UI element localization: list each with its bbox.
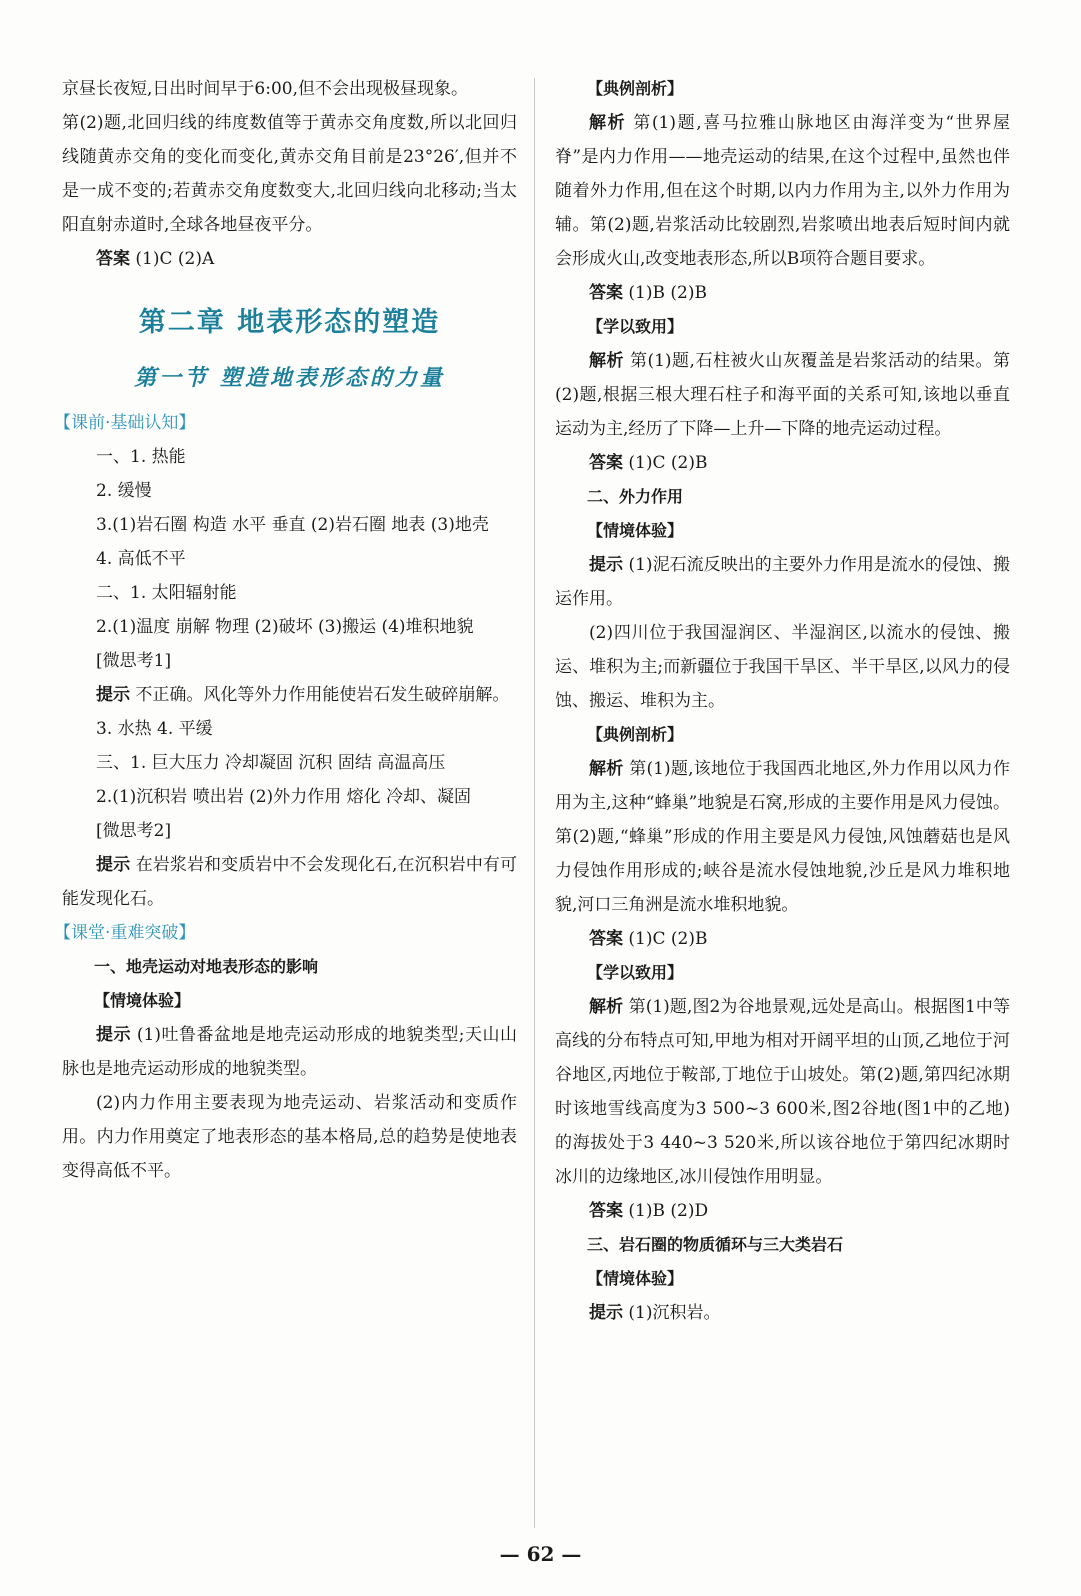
answer-text: (1)C (2)B [628, 453, 708, 473]
analysis-text: 第(1)题,图2为谷地景观,远处是高山。根据图1中等高线的分布特点可知,甲地为相对开阔平坦的山顶,乙地位于河谷地区,丙地位于鞍部,丁地位于山坡处。第(2)题,第四纪冰期时该地雪线高度为3 500~3 600米,图2谷地(图1中的乙地)的海拔处于3 440~3 520米,所以该谷地位于第四纪冰期时冰川的边缘地区,冰川侵蚀作用明显。 [555, 997, 1010, 1187]
analysis-line [555, 344, 1010, 446]
paragraph: (2)内力作用主要表现为地壳运动、岩浆活动和变质作用。内力作用奠定了地表形态的基本格局,总的趋势是使地表变得高低不平。 [62, 1093, 517, 1181]
answer-item: 2.(1)沉积岩 喷出岩 (2)外力作用 熔化 冷却、凝固 [96, 787, 471, 807]
section-tag: 【课前·基础认知】 [54, 413, 196, 433]
hint-line [555, 1296, 1010, 1330]
section-tag: 【课堂·重难突破】 [54, 923, 196, 943]
subsection-heading: 一、地壳运动对地表形态的影响 [94, 957, 319, 976]
bracket-heading: 【典例剖析】 [587, 79, 684, 98]
bracket-heading: 【情境体验】 [94, 991, 191, 1010]
hint-text: (1)吐鲁番盆地是地壳运动形成的地貌类型;天山山脉也是地壳运动形成的地貌类型。 [62, 1025, 518, 1079]
answer-label: 答案 [589, 929, 623, 949]
hint-line [62, 678, 517, 712]
hint-line [62, 1018, 517, 1086]
analysis-text: 第(1)题,喜马拉雅山脉地区由海洋变为“世界屋脊”是内力作用——地壳运动的结果,在这个过程中,虽然也伴随着外力作用,但在这个时期,以内力作用为主,以外力作用为辅。第(2)题,岩浆活动比较剧烈,岩浆喷出地表后短时间内就会形成火山,改变地表形态,所以B项符合题目要求。 [555, 113, 1010, 269]
bracket-heading: 【情境体验】 [587, 521, 684, 540]
think-label: [微思考1] [96, 651, 172, 671]
paragraph: 第(2)题,北回归线的纬度数值等于黄赤交角度数,所以北回归线随黄赤交角的变化而变化,黄赤交角目前是23°26′,但并不是一成不变的;若黄赤交角度数变大,北回归线向北移动;当太阳直射赤道时,全球各地昼夜平分。 [62, 113, 517, 235]
think-label: [微思考2] [96, 821, 172, 841]
answer-line [555, 1194, 1010, 1228]
answer-line [555, 922, 1010, 956]
answer-item: 3.(1)岩石圈 构造 水平 垂直 (2)岩石圈 地表 (3)地壳 [96, 515, 489, 535]
page-number: — 62 — [499, 1542, 582, 1566]
hint-text: 不正确。风化等外力作用能使岩石发生破碎崩解。 [135, 685, 510, 705]
hint-label: 提示 [96, 1025, 131, 1045]
answer-label: 答案 [589, 1201, 623, 1221]
left-column [54, 72, 518, 1188]
answer-line [62, 242, 517, 276]
paragraph: 京昼长夜短,日出时间早于6:00,但不会出现极昼现象。 [62, 79, 468, 99]
answer-label: 答案 [589, 283, 623, 303]
analysis-text: 第(1)题,石柱被火山灰覆盖是岩浆活动的结果。第(2)题,根据三根大理石柱子和海平面的关系可知,该地以垂直运动为主,经历了下降—上升—下降的地壳运动过程。 [555, 351, 1011, 439]
answer-text: (1)C (2)B [628, 929, 708, 949]
analysis-line [555, 106, 1010, 276]
subsection-heading: 三、岩石圈的物质循环与三大类岩石 [587, 1235, 844, 1254]
analysis-text: 第(1)题,该地位于我国西北地区,外力作用以风力作用为主,这种“蜂巢”地貌是石窝,形成的主要作用是风力侵蚀。第(2)题,“蜂巢”形成的作用主要是风力侵蚀,风蚀蘑菇也是风力侵蚀作用形成的;峡谷是流水侵蚀地貌,沙丘是风力堆积地貌,河口三角洲是流水堆积地貌。 [555, 759, 1011, 915]
analysis-line [555, 990, 1010, 1194]
answer-line [555, 446, 1010, 480]
bracket-heading: 【典例剖析】 [587, 725, 684, 744]
hint-label: 提示 [96, 855, 131, 875]
analysis-line [555, 752, 1010, 922]
answer-text: (1)B (2)D [628, 1201, 709, 1221]
bracket-heading: 【学以致用】 [587, 963, 684, 982]
answer-line [555, 276, 1010, 310]
answer-item: 2. 缓慢 [96, 481, 152, 501]
hint-line [62, 848, 517, 916]
answer-item: 二、1. 太阳辐射能 [96, 583, 237, 603]
hint-label: 提示 [589, 1303, 623, 1323]
analysis-label: 解析 [589, 351, 625, 371]
answer-text: (1)B (2)B [628, 283, 707, 303]
answer-item: 3. 水热 4. 平缓 [96, 719, 213, 739]
bracket-heading: 【学以致用】 [587, 317, 684, 336]
answer-item: 4. 高低不平 [96, 549, 186, 569]
answer-text: (1)C (2)A [135, 249, 215, 269]
answer-item: 一、1. 热能 [96, 447, 186, 467]
hint-line [555, 548, 1010, 616]
hint-text: 在岩浆岩和变质岩中不会发现化石,在沉积岩中有可能发现化石。 [62, 855, 518, 909]
column-divider [534, 78, 535, 1528]
hint-label: 提示 [96, 685, 130, 705]
answer-label: 答案 [96, 249, 130, 269]
bracket-heading: 【情境体验】 [587, 1269, 684, 1288]
paragraph: (2)四川位于我国湿润区、半湿润区,以流水的侵蚀、搬运、堆积为主;而新疆位于我国干旱区、半干旱区,以风力的侵蚀、搬运、堆积为主。 [555, 623, 1010, 711]
hint-text: (1)沉积岩。 [628, 1303, 721, 1323]
hint-label: 提示 [589, 555, 624, 575]
answer-label: 答案 [589, 453, 623, 473]
analysis-label: 解析 [589, 997, 624, 1017]
analysis-label: 解析 [589, 759, 624, 779]
hint-text: (1)泥石流反映出的主要外力作用是流水的侵蚀、搬运作用。 [555, 555, 1011, 609]
analysis-label: 解析 [589, 113, 627, 133]
right-column [555, 72, 1010, 1330]
subsection-heading: 二、外力作用 [587, 487, 684, 506]
chapter-title: 第二章 地表形态的塑造 [138, 307, 441, 338]
answer-item: 2.(1)温度 崩解 物理 (2)破坏 (3)搬运 (4)堆积地貌 [96, 617, 474, 637]
section-title: 第一节 塑造地表形态的力量 [134, 365, 445, 391]
answer-item: 三、1. 巨大压力 冷却凝固 沉积 固结 高温高压 [96, 753, 446, 773]
